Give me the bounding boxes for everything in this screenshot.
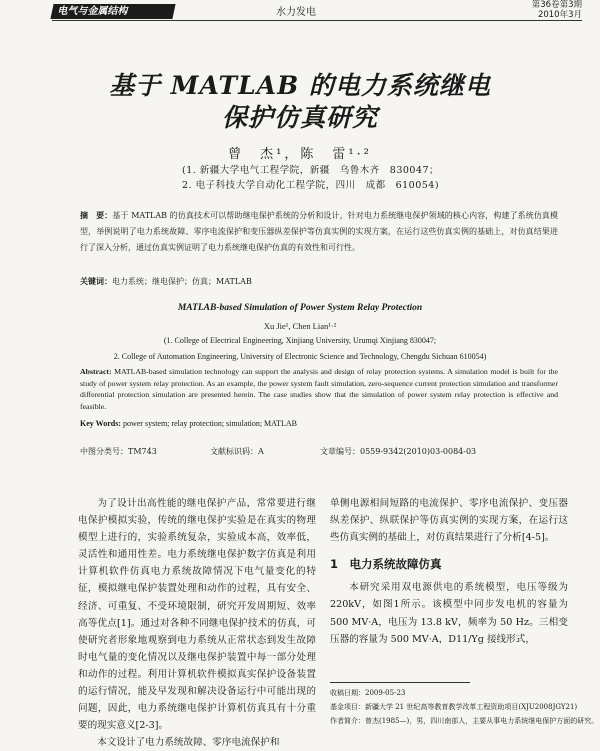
keywords-en xyxy=(80,419,558,428)
journal-section-tag: 电气与金属结构 xyxy=(50,4,175,19)
abstract-cn-text: 基于 MATLAB 的仿真技术可以帮助继电保护系统的分析和设计，针对电力系统继电保护领域的核心内容，构建了系统仿真模型，举例说明了电力系统故障、零序电流保护和变压器纵差保护等仿真实例的实现方案，在运行这些仿真实例的基础上，对仿真结果进行了深入分析，通过仿真实例证明了电力系统继电保护仿真的有效性和可行性。 xyxy=(80,211,559,252)
authors-en: Xu Jie¹, Chen Lian¹·² xyxy=(263,321,337,331)
body-paragraph: 本研究采用双电源供电的系统模型，电压等级为220kV，如图1所示。该模型中同步发电机的容量为 500 MV·A，电压为 13.8 kV，频率为 50 Hz。三相变压器的容量为 500 MV·A，D11/Yg 接线形式， xyxy=(330,582,568,645)
abstract-en-text: MATLAB-based simulation technology can support the analysis and design of relay protection systems. A simulation model is built for the study of power system relay protection. As an example, the power system fault simulation, zero-sequence current protection simulation and transformer differential protection simulation are presented herein. The case studies show that the simulation of power system relay protection is effective and feasible. xyxy=(80,367,558,411)
affiliation-en-2: 2. College of Automation Engineering, University of Electronic Science and Technology, Chengdu Sichuan 610054) xyxy=(113,352,487,361)
keywords-cn-label: 关键词： xyxy=(80,277,112,286)
title-en: MATLAB-based Simulation of Power System Relay Protection xyxy=(177,303,423,313)
journal-name: 水力发电 xyxy=(276,7,316,18)
issue-date: 2010年3月 xyxy=(537,10,582,20)
footnote-author-bio: 作者简介：曾杰(1985—)，男，四川南部人，主要从事电力系统继电保护方面的研究。 xyxy=(330,717,599,725)
keywords-cn-text: 电力系统；继电保护；仿真；MATLAB xyxy=(112,277,252,286)
keywords-en-text: power system; relay protection; simulation; MATLAB xyxy=(122,419,297,428)
affiliation-cn-1: (1. 新疆大学电气工程学院，新疆 乌鲁木齐 830047； xyxy=(182,165,440,176)
body-paragraph: 为了设计出高性能的继电保护产品，常常要进行继电保护模拟实验，传统的继电保护实验是在真实的物理模型上进行的，实验系统复杂，实验成本高，效率低，灵活性和通用性差。电力系统继电保护数字仿真是利用计算机软件仿真电力系统故障情况下电气量变化的特征，模拟继电保护装置处理和动作的过程，具有安全、经济、可重复、不受环境限制，研究开发周期短、效率高等优点[1]。通过对各种不同继电保护技术的仿真，可使研究者形象地观察到电力系统从正常状态到发生故障时电气量的变化情况以及继电保护装置中每一部分处理和动作的过程。利用计算机软件模拟真实保护设备装置的运行情况，能及早发现和解决设备运行中可能出现的问题，因此，电力系统继电保护计算机仿真具有十分重要的现实意义[2-3]。 xyxy=(78,498,316,732)
authors-cn: 曾 杰¹，陈 雷¹·² xyxy=(228,147,372,162)
affiliation-en-1: (1. College of Electrical Engineering, Xinjiang University, Urumqi Xinjiang 830047; xyxy=(163,336,437,345)
footnotes xyxy=(330,686,599,728)
abstract-en-label: Abstract: xyxy=(80,367,112,376)
footnote-received: 收稿日期：2009-05-23 xyxy=(330,689,406,697)
body-right-column xyxy=(330,495,568,648)
body-paragraph: 本文设计了电力系统故障、零序电流保护和 xyxy=(97,737,280,749)
section-heading: 1 电力系统故障仿真 xyxy=(330,557,442,572)
keywords-en-label: Key Words: xyxy=(80,419,121,428)
abstract-cn xyxy=(80,208,558,256)
keywords-cn xyxy=(80,276,558,287)
footnote-funding: 基金项目：新疆大学 21 世纪高等教育教学改革工程资助项目(XJU2008JGY21) xyxy=(330,703,578,711)
footnote-rule xyxy=(330,682,470,683)
volume-issue: 第36卷第3期 xyxy=(531,0,582,10)
paper-title-line1: 基于 MATLAB 的电力系统继电 xyxy=(109,71,491,100)
paper-title-line2: 保护仿真研究 xyxy=(221,103,378,132)
document-code: 文献标识码：A xyxy=(210,447,264,456)
body-paragraph-continued: 单侧电源相间短路的电流保护、零序电流保护、变压器纵差保护、纵联保护等仿真实例的实现方案，在运行这些仿真实例的基础上，对仿真结果进行了分析[4-5]。 xyxy=(330,498,568,544)
issue-info xyxy=(532,0,582,20)
affiliation-cn-2: 2. 电子科技大学自动化工程学院，四川 成都 610054) xyxy=(182,180,440,191)
abstract-cn-label: 摘 要： xyxy=(80,211,113,220)
article-number: 文章编号：0559-9342(2010)03-0084-03 xyxy=(320,447,477,456)
clc-number: 中图分类号：TM743 xyxy=(80,447,157,456)
abstract-en xyxy=(80,366,558,412)
header-rule xyxy=(52,20,582,21)
body-left-column xyxy=(78,495,316,751)
